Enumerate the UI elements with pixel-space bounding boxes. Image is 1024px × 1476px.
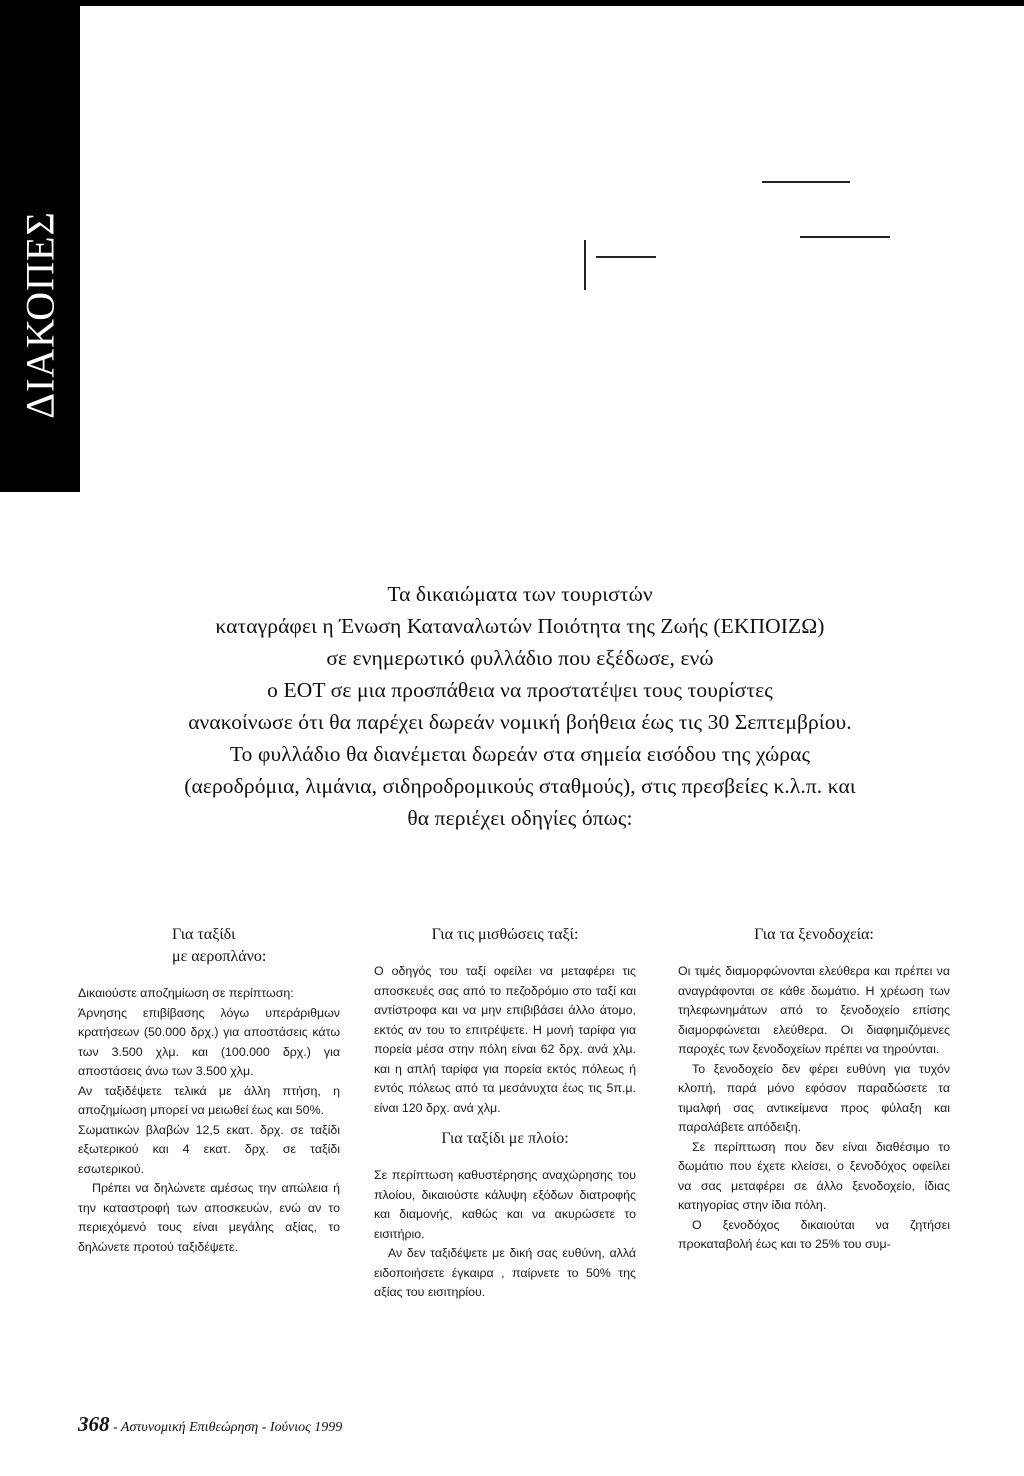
intro-line: ο ΕΟΤ σε μια προσπάθεια να προστατέψει τους τουρίστες [267,678,773,702]
intro-line: (αεροδρόμια, λιμάνια, σιδηροδρομικούς σταθμούς), στις πρεσβείες κ.λ.π. και [184,774,856,798]
footer-separator: - [113,1420,118,1435]
plane-heading-line2: με αεροπλάνο: [172,948,267,965]
intro-line: Το φυλλάδιο θα διανέμεται δωρεάν στα σημεία εισόδου της χώρας [229,742,811,766]
hotel-heading: Για τα ξενοδοχεία: [754,926,874,943]
top-rule [60,0,1024,6]
plane-paragraph: Άρνησης επιβίβασης λόγω υπεράριθμων κρατήσεων (50.000 δρχ.) για αποστάσεις κάτω των 3.500 χλμ. και (100.000 δρχ.) για αποστάσεις άνω των 3.500 χλμ. [78,1005,340,1078]
ship-heading: Για ταξίδι με πλοίο: [441,1130,569,1147]
plane-paragraph: Αν ταξιδέψετε τελικά με άλλη πτήση, η αποζημίωση μπορεί να μειωθεί έως και 50%. [78,1083,340,1117]
intro-line: ανακοίνωσε ότι θα παρέχει δωρεάν νομική βοήθεια έως τις 30 Σεπτεμβρίου. [188,710,852,734]
section-title: ΔΙΑΚΟΠΕΣ [17,211,63,419]
ship-paragraph: Σε περίπτωση καθυστέρησης αναχώρησης του πλοίου, δικαιούστε κάλυψη εξόδων διατροφής και διαμονής, καθώς και να ακυρώσετε το εισιτήριο. [374,1168,636,1241]
plane-paragraph: Δικαιούστε αποζημίωση σε περίπτωση: [78,986,294,1000]
plane-paragraph: Πρέπει να δηλώνετε αμέσως την απώλεια ή την καταστροφή των αποσκευών, ενώ αν το περιεχόμενό τους είναι μεγάλης αξίας, το δηλώνετε προτού ταξιδέψετε. [78,1181,340,1254]
hotel-paragraph: Οι τιμές διαμορφώνονται ελεύθερα και πρέπει να αναγράφονται σε κάθε δωμάτιο. Η χρέωση των τηλεφωνημάτων από το ξενοδοχείο επίσης διαμορφώνεται ελεύθερα. Οι διαφημιζόμενες παροχές των ξενοδοχείων πρέπει να τηρούνται. [678,964,950,1056]
page-number: 368 [78,1412,110,1436]
column-taxi [374,924,636,1303]
publication-name: Αστυνομική Επιθεώρηση - Ιούνιος 1999 [120,1420,343,1435]
intro-line: καταγράφει η Ένωση Καταναλωτών Ποιότητα της Ζωής (ΕΚΠΟΙΖΩ) [215,614,825,638]
plane-heading-line1: Για ταξίδι [172,926,236,943]
taxi-heading: Για τις μισθώσεις ταξί: [431,926,579,943]
taxi-paragraph: Ο οδηγός του ταξί οφείλει να μεταφέρει τις αποσκευές σας από το πεζοδρόμιο στο ταξί και αντίστροφα και να μην επιβιβάσει άλλο άτομο, εκτός αν του το επιτρέψετε. Η μονή ταρίφα για πορεία μέσα στην πόλη είναι 62 δρχ. ανά χλμ. και η απλή ταρίφα για πορεία εκτός πόλεως ή εντός πόλεως από τα μεσάνυχτα έως τις 5π.μ. είναι 120 δρχ. ανά χλμ. [374,964,636,1115]
intro-line: Τα δικαιώματα των τουριστών [387,582,653,606]
hotel-paragraph: Ο ξενοδόχος δικαιούται να ζητήσει προκαταβολή έως και το 25% του συμ- [678,1217,950,1251]
decorative-rule [584,240,586,290]
ship-paragraph: Αν δεν ταξιδέψετε με δική σας ευθύνη, αλλά ειδοποιήσετε έγκαιρα , παίρνετε το 50% της αξίας του εισιτηρίου. [374,1246,636,1299]
section-sidebar [0,0,80,492]
hotel-paragraph: Σε περίπτωση που δεν είναι διαθέσιμο το δωμάτιο που έχετε κλείσει, ο ξενοδόχος οφείλει να σας μεταφέρει σε άλλο ξενοδοχείο, ίδιας κατηγορίας στην ίδια πόλη. [678,1139,950,1212]
intro-line: θα περιέχει οδηγίες όπως: [407,806,633,830]
plane-heading [78,924,340,968]
intro-paragraph [90,578,950,834]
decorative-rule [800,236,890,238]
plane-paragraph: Σωματικών βλαβών 12,5 εκατ. δρχ. σε ταξίδι εξωτερικού και 4 εκατ. δρχ. σε ταξίδι εσωτερικού. [78,1122,340,1176]
hotel-paragraph: Το ξενοδοχείο δεν φέρει ευθύνη για τυχόν κλοπή, παρά μόνο εφόσον παραδώσετε τα τιμαλφή σας αντικείμενα προς φύλαξη και παραλάβετε απόδειξη. [678,1061,950,1134]
column-hotel [678,924,950,1255]
column-plane [78,924,340,1257]
intro-line: σε ενημερωτικό φυλλάδιο που εξέδωσε, ενώ [326,646,714,670]
decorative-rule [762,181,850,183]
decorative-rule [596,256,656,258]
page-footer [78,1412,342,1437]
